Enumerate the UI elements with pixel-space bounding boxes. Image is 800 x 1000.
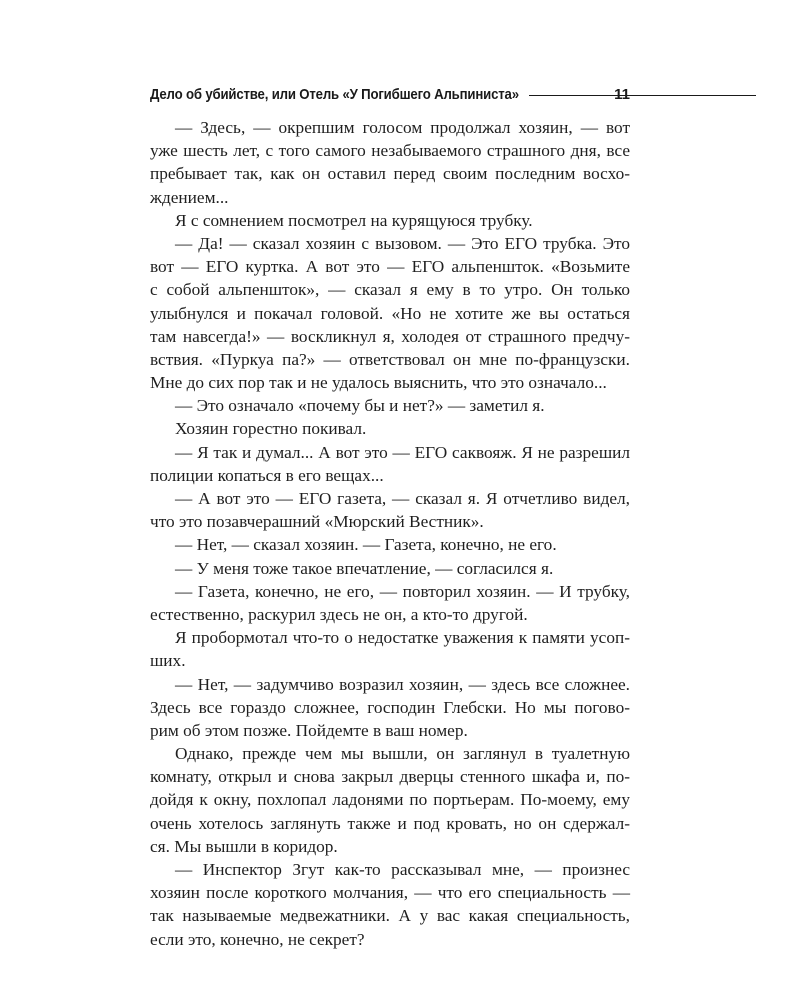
text-line: — Я так и думал... А вот это — ЕГО саквояж. Я не разрешил: [175, 442, 630, 462]
text-line: — Здесь, — окрепшим голосом продолжал хозяин, — вот: [175, 118, 630, 137]
text-line: дойдя к окну, похлопал ладонями по портьерам. По-моему, ему: [150, 790, 630, 810]
text-line: Я с сомнением посмотрел на курящуюся трубку.: [175, 210, 533, 230]
header-title: Дело об убийстве, или Отель «У Погибшего Альпиниста»: [150, 86, 519, 103]
text-line: — Нет, — задумчиво возразил хозяин, — здесь все сложнее.: [175, 674, 630, 694]
text-line: Мне до сих пор так и не удалось выяснить, что это означало...: [150, 373, 607, 393]
text-line: — А вот это — ЕГО газета, — сказал я. Я отчетливо видел,: [175, 489, 630, 508]
text-line: Однако, прежде чем мы вышли, он заглянул в туалетную: [175, 744, 630, 764]
header-rule: [529, 95, 756, 96]
text-line: Здесь все гораздо сложнее, господин Глебски. Но мы погово-: [150, 697, 630, 717]
text-line: — Да! — сказал хозяин с вызовом. — Это ЕГО трубка. Это: [175, 233, 630, 253]
text-line: с собой альпеншток», — сказал я ему в то утро. Он только: [150, 280, 630, 300]
text-line: — Инспектор Згут как-то рассказывал мне, — произнес: [175, 860, 630, 879]
text-line: хозяин после короткого молчания, — что его специальность —: [150, 883, 630, 903]
text-line: уже шесть лет, с того самого незабываемого страшного дня, все: [150, 141, 630, 161]
text-line: комнату, открыл и снова закрыл дверцы стенного шкафа и, по-: [150, 767, 630, 787]
text-line: — Это означало «почему бы и нет?» — заметил я.: [175, 396, 545, 416]
text-line: если это, конечно, не секрет?: [150, 929, 365, 949]
text-line: — У меня тоже такое впечатление, — согласился я.: [175, 558, 554, 578]
text-line: ся. Мы вышли в коридор.: [150, 836, 338, 856]
text-line: естественно, раскурил здесь не он, а кто-то другой.: [150, 604, 528, 624]
running-header: [150, 80, 630, 102]
text-line: там навсегда!» — воскликнул я, холодея от страшного предчу-: [150, 326, 630, 346]
text-line: Хозяин горестно покивал.: [175, 419, 367, 439]
text-line: улыбнулся и покачал головой. «Но не хотите же вы остаться: [150, 303, 630, 323]
text-line: ших.: [150, 651, 186, 671]
text-line: рим об этом позже. Пойдемте в ваш номер.: [150, 720, 468, 740]
text-line: — Газета, конечно, не его, — повторил хозяин. — И трубку,: [175, 581, 630, 601]
text-line: очень хотелось заглянуть также и под кровать, но он сдержал-: [150, 813, 630, 833]
text-line: что это позавчерашний «Мюрский Вестник».: [150, 512, 484, 532]
text-line: ждением...: [150, 187, 229, 207]
text-line: Я пробормотал что-то о недостатке уважения к памяти усоп-: [175, 628, 630, 648]
page-number: 11: [614, 86, 630, 103]
text-line: вствия. «Пуркуа па?» — ответствовал он мне по-французски.: [150, 349, 630, 369]
text-line: пребывает так, как он оставил перед своим последним восхо-: [150, 164, 630, 184]
text-line: — Нет, — сказал хозяин. — Газета, конечно, не его.: [175, 535, 557, 555]
text-line: так называемые медвежатники. А у вас какая специальность,: [150, 906, 630, 926]
body-text: [150, 116, 630, 951]
text-line: вот — ЕГО куртка. А вот это — ЕГО альпеншток. «Возьмите: [150, 257, 630, 277]
text-line: полиции копаться в его вещах...: [150, 465, 384, 485]
